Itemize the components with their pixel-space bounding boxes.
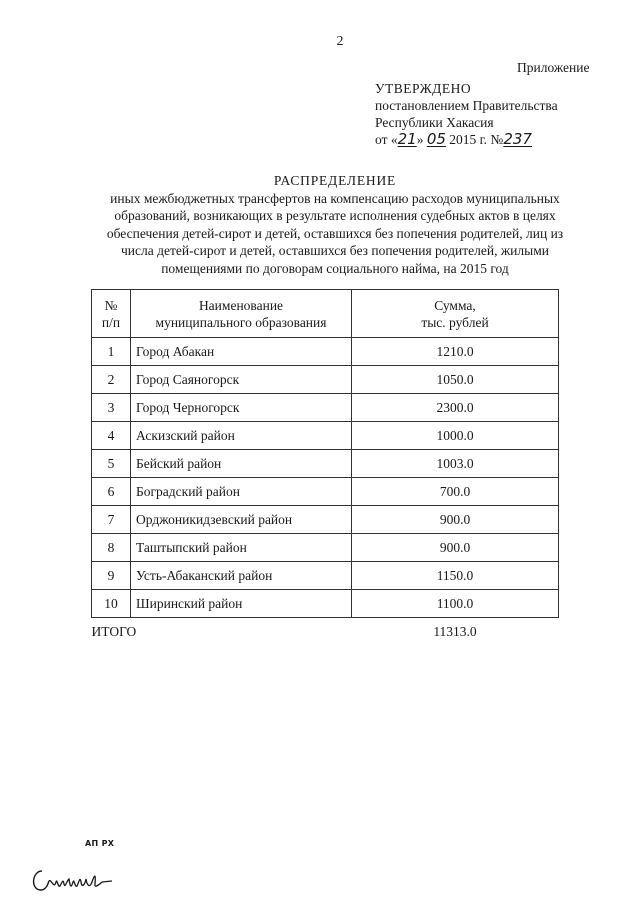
date-mid: » bbox=[416, 132, 427, 147]
row-sum: 1050.0 bbox=[352, 366, 559, 394]
table-row bbox=[92, 422, 559, 450]
approval-line-1: постановлением Правительства bbox=[375, 98, 558, 113]
title-subtitle-line: иных межбюджетных трансфертов на компенсацию расходов муниципальных bbox=[110, 190, 560, 206]
row-name: Ширинский район bbox=[131, 590, 352, 618]
table-row bbox=[92, 338, 559, 366]
decree-number: 237 bbox=[503, 130, 532, 148]
row-name: Город Саяногорск bbox=[131, 366, 352, 394]
table-row bbox=[92, 590, 559, 618]
row-name: Бейский район bbox=[131, 450, 352, 478]
row-sum: 1100.0 bbox=[352, 590, 559, 618]
header-name: Наименование муниципального образования bbox=[131, 290, 352, 338]
title-subtitle-line: помещениями по договорам социального найма, на 2015 год bbox=[161, 260, 509, 276]
row-name: Город Абакан bbox=[131, 338, 352, 366]
date-prefix: от « bbox=[375, 132, 398, 147]
date-suffix: 2015 г. № bbox=[445, 132, 504, 147]
title-subtitle-line: обеспечения детей-сирот и детей, оставшихся без попечения родителей, лиц из bbox=[106, 225, 564, 241]
date-month: 05 bbox=[426, 130, 446, 148]
row-number: 10 bbox=[92, 590, 131, 618]
distribution-table bbox=[91, 289, 559, 645]
table-row bbox=[92, 478, 559, 506]
title-subtitle-line: числа детей-сирот и детей, оставшихся без попечения родителей, жилыми bbox=[121, 243, 549, 258]
row-name: Город Черногорск bbox=[131, 394, 352, 422]
row-number: 3 bbox=[92, 394, 131, 422]
approval-line-2: Республики Хакасия bbox=[375, 115, 494, 130]
row-number: 8 bbox=[92, 534, 131, 562]
table-row bbox=[92, 366, 559, 394]
row-name: Орджоникидзевский район bbox=[131, 506, 352, 534]
total-row bbox=[92, 618, 559, 646]
approval-block bbox=[375, 80, 558, 148]
total-label: ИТОГО bbox=[92, 618, 352, 646]
row-sum: 1210.0 bbox=[352, 338, 559, 366]
table-row bbox=[92, 506, 559, 534]
row-number: 6 bbox=[92, 478, 131, 506]
table-row bbox=[92, 394, 559, 422]
date-day: 21 bbox=[397, 130, 417, 148]
table-row bbox=[92, 534, 559, 562]
row-number: 4 bbox=[92, 422, 131, 450]
title-subtitle-line: образований, возникающих в результате исполнения судебных актов в целях bbox=[114, 208, 556, 223]
document-title bbox=[80, 172, 590, 277]
archive-stamp: АП РХ bbox=[85, 839, 115, 848]
table-header-row bbox=[92, 290, 559, 338]
row-sum: 2300.0 bbox=[352, 394, 559, 422]
row-sum: 900.0 bbox=[352, 506, 559, 534]
row-sum: 700.0 bbox=[352, 478, 559, 506]
handwritten-signature bbox=[28, 862, 128, 903]
header-sum: Сумма, тыс. рублей bbox=[352, 290, 559, 338]
total-sum: 11313.0 bbox=[352, 618, 559, 646]
table-row bbox=[92, 562, 559, 590]
approval-date-line bbox=[375, 131, 558, 148]
row-number: 7 bbox=[92, 506, 131, 534]
row-number: 2 bbox=[92, 366, 131, 394]
row-name: Аскизский район bbox=[131, 422, 352, 450]
row-sum: 900.0 bbox=[352, 534, 559, 562]
row-name: Боградский район bbox=[131, 478, 352, 506]
row-number: 9 bbox=[92, 562, 131, 590]
page-number: 2 bbox=[336, 34, 344, 49]
signature-icon bbox=[28, 862, 128, 898]
row-number: 5 bbox=[92, 450, 131, 478]
title-heading: РАСПРЕДЕЛЕНИЕ bbox=[273, 173, 397, 188]
row-name: Усть-Абаканский район bbox=[131, 562, 352, 590]
approved-heading: УТВЕРЖДЕНО bbox=[375, 81, 472, 96]
appendix-label: Приложение bbox=[517, 60, 590, 75]
row-name: Таштыпский район bbox=[131, 534, 352, 562]
row-sum: 1003.0 bbox=[352, 450, 559, 478]
row-sum: 1150.0 bbox=[352, 562, 559, 590]
table-row bbox=[92, 450, 559, 478]
row-sum: 1000.0 bbox=[352, 422, 559, 450]
row-number: 1 bbox=[92, 338, 131, 366]
header-number: № п/п bbox=[92, 290, 131, 338]
